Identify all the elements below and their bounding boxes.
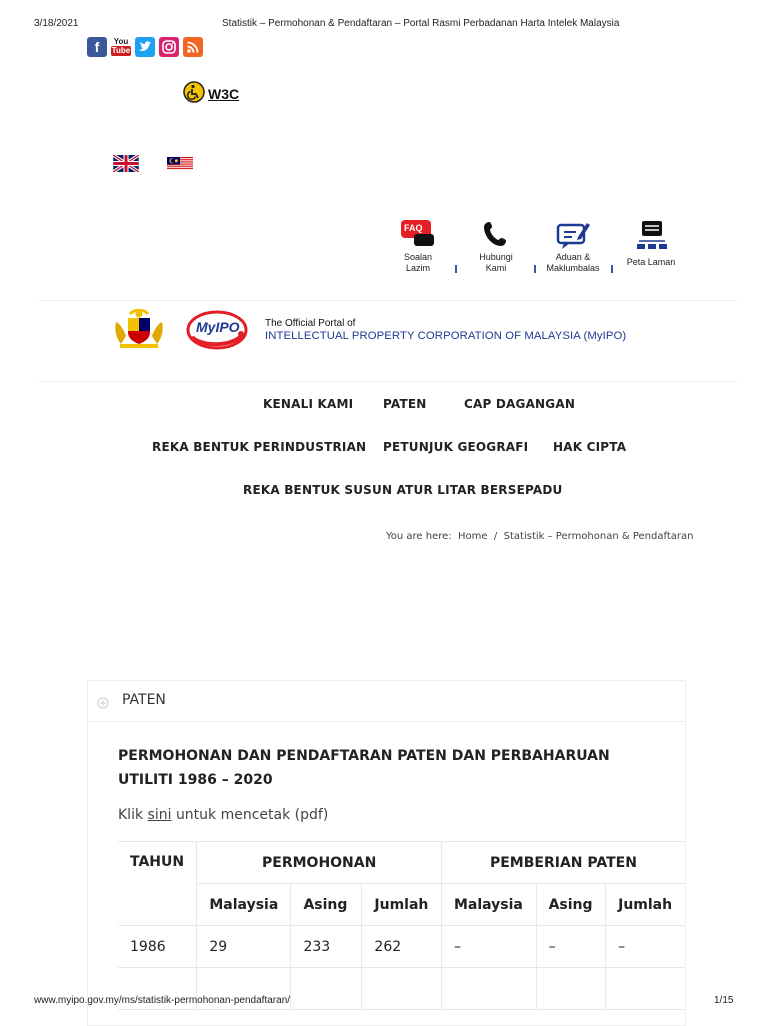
language-switcher — [113, 155, 221, 176]
breadcrumb-prefix: You are here: — [386, 531, 452, 542]
paten-statistics-card — [87, 680, 686, 1026]
w3c-link[interactable]: W3C — [208, 86, 240, 102]
col-asing: Asing — [536, 884, 606, 926]
breadcrumb — [386, 531, 693, 542]
print-instruction: Klik sini untuk mencetak (pdf) — [118, 807, 329, 823]
youtube-icon[interactable]: You Tube — [111, 37, 131, 55]
sitemap-icon[interactable] — [637, 219, 667, 255]
col-jumlah: Jumlah — [362, 884, 442, 926]
breadcrumb-home[interactable]: Home — [458, 531, 488, 542]
quick-link-contact[interactable]: Hubungi Kami — [479, 252, 513, 273]
col-tahun: TAHUN — [118, 842, 197, 926]
nav-reka-bentuk-susun-atur[interactable]: REKA BENTUK SUSUN ATUR LITAR BERSEPADU — [243, 483, 563, 497]
brand-tagline-small: The Official Portal of — [265, 318, 356, 329]
header-divider — [38, 300, 738, 301]
print-title: Statistik – Permohonan & Pendaftaran – Portal Rasmi Perbadanan Harta Intelek Malaysia — [222, 18, 620, 29]
brand-tagline: INTELLECTUAL PROPERTY CORPORATION OF MALAYSIA (MyIPO) — [265, 330, 627, 342]
table-header-row — [118, 842, 685, 884]
col-group-permohonan: PERMOHONAN — [197, 842, 442, 884]
table-cell — [606, 968, 685, 1010]
table-cell: – — [441, 926, 536, 968]
table-cell — [536, 968, 606, 1010]
coat-of-arms-icon — [110, 308, 168, 354]
col-asing: Asing — [291, 884, 362, 926]
expand-icon[interactable] — [97, 694, 109, 706]
accessibility-icon[interactable] — [183, 81, 205, 103]
accordion-title: PATEN — [122, 692, 166, 708]
table-cell — [362, 968, 442, 1010]
brand-divider — [38, 381, 738, 382]
malaysia-flag-icon[interactable] — [167, 155, 193, 172]
print-date: 3/18/2021 — [34, 18, 79, 29]
table-cell: – — [606, 926, 685, 968]
nav-reka-bentuk-perindustrian[interactable]: REKA BENTUK PERINDUSTRIAN — [152, 440, 367, 454]
col-malaysia: Malaysia — [441, 884, 536, 926]
nav-kenali-kami[interactable]: KENALI KAMI — [263, 397, 354, 411]
print-pdf-link[interactable]: sini — [147, 807, 172, 823]
table-cell: 1986 — [118, 926, 197, 968]
feedback-icon[interactable] — [556, 219, 590, 255]
table-subheader-row — [118, 884, 685, 926]
uk-flag-icon[interactable] — [113, 155, 139, 172]
col-group-pemberian-paten: PEMBERIAN PATEN — [441, 842, 685, 884]
statistics-table — [118, 841, 685, 1010]
instagram-icon[interactable] — [159, 37, 179, 57]
quick-link-divider — [455, 265, 457, 273]
phone-icon[interactable] — [483, 220, 509, 252]
twitter-icon[interactable] — [135, 37, 155, 57]
nav-cap-dagangan[interactable]: CAP DAGANGAN — [464, 397, 576, 411]
nav-paten[interactable]: PATEN — [383, 397, 427, 411]
quick-link-sitemap[interactable]: Peta Laman — [626, 257, 676, 267]
myipo-logo[interactable]: MyIPO — [186, 309, 248, 355]
nav-petunjuk-geografi[interactable]: PETUNJUK GEOGRAFI — [383, 440, 529, 454]
table-cell: 29 — [197, 926, 291, 968]
table-cell — [291, 968, 362, 1010]
print-page-number: 1/15 — [714, 995, 734, 1006]
table-row — [118, 926, 685, 968]
quick-link-divider — [611, 265, 613, 273]
breadcrumb-current: Statistik – Permohonan & Pendaftaran — [503, 531, 694, 542]
print-url: www.myipo.gov.my/ms/statistik-permohonan-pendaftaran/ — [34, 995, 291, 1006]
col-jumlah: Jumlah — [606, 884, 685, 926]
table-cell: 233 — [291, 926, 362, 968]
table-cell — [441, 968, 536, 1010]
table-cell: – — [536, 926, 606, 968]
quick-link-faq[interactable]: Soalan Lazim — [403, 252, 433, 273]
social-links — [87, 37, 207, 57]
facebook-icon[interactable]: f — [87, 37, 107, 57]
accordion-header[interactable] — [88, 681, 685, 722]
section-heading: PERMOHONAN DAN PENDAFTARAN PATEN DAN PERBAHARUAN UTILITI 1986 – 2020 — [118, 748, 610, 788]
nav-hak-cipta[interactable]: HAK CIPTA — [553, 440, 627, 454]
faq-icon[interactable]: FAQ — [398, 218, 438, 248]
rss-icon[interactable] — [183, 37, 203, 57]
table-cell: 262 — [362, 926, 442, 968]
quick-link-divider — [534, 265, 536, 273]
col-malaysia: Malaysia — [197, 884, 291, 926]
quick-link-feedback[interactable]: Aduan & Maklumbalas — [546, 252, 600, 273]
breadcrumb-separator: / — [493, 531, 498, 542]
